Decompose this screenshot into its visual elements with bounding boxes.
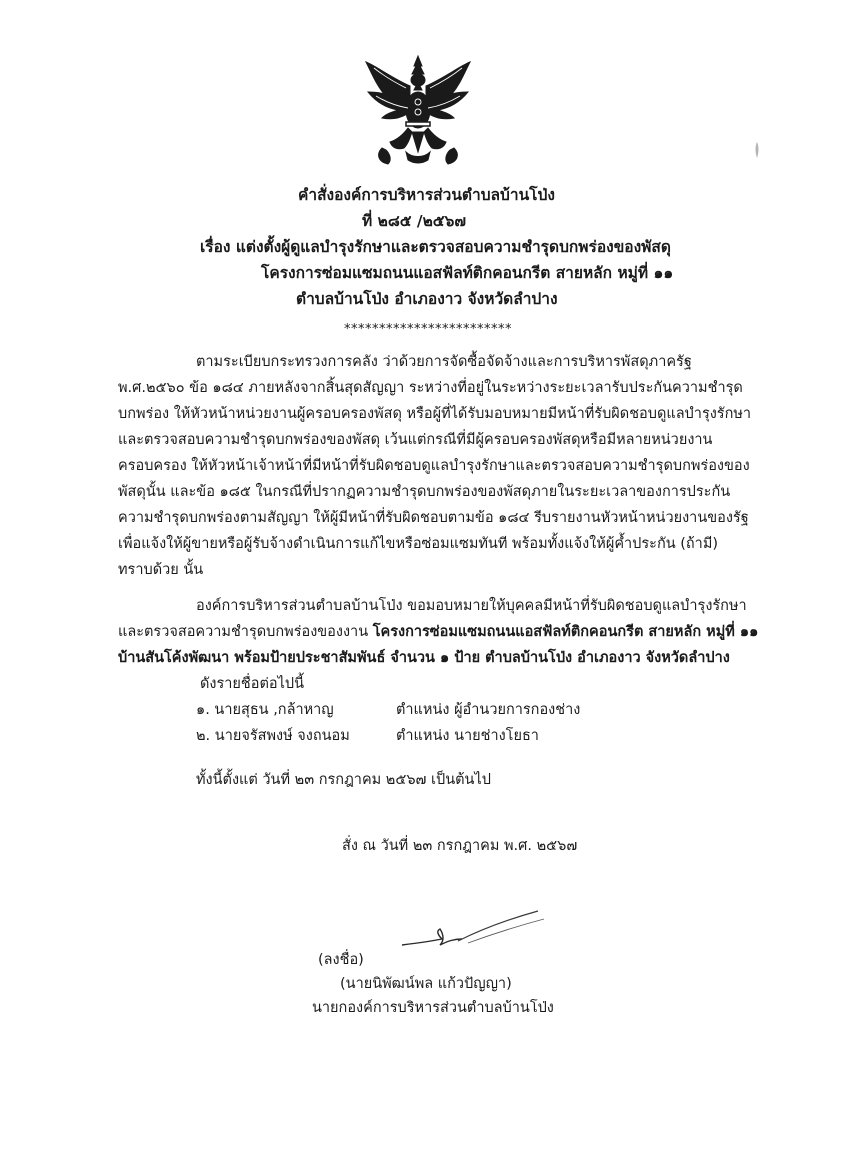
appointee-position: ตำแหน่ง นายช่างโยธา [396,728,539,744]
paragraph1-line: และตรวจสอบความชำรุดบกพร่องของพัสดุ เว้นแต่กรณีที่มีผู้ครอบครองพัสดุหรือมีหลายหน่วยงาน [118,432,713,448]
sign-label: (ลงชื่อ) [318,952,364,968]
subject-line-2: โครงการซ่อมแซมถนนแอสฟัลท์ติกคอนกรีต สายหลัก หมู่ที่ ๑๑ [261,264,674,282]
order-number: ที่ ๒๘๕ /๒๕๖๗ [362,212,467,230]
signer-title: นายกองค์การบริหารส่วนตำบลบ้านโป่ง [312,1000,554,1016]
paragraph1-line: เพื่อแจ้งให้ผู้ขายหรือผู้รับจ้างดำเนินการแก้ไขหรือซ่อมแซมทันที พร้อมทั้งแจ้งให้ผู้ค้ำประกัน (ถ้ามี) [118,536,719,552]
order-title: คำสั่งองค์การบริหารส่วนตำบลบ้านโป่ง [298,186,555,204]
appointee-name: ๑. นายสุธน ,กล้าหาญ [196,702,334,718]
paragraph1-line: ความชำรุดบกพร่องตามสัญญา ให้ผู้มีหน้าที่รับผิดชอบตามข้อ ๑๘๔ รีบรายงานหัวหน้าหน่วยงานของรัฐ [118,510,749,526]
paragraph1-line: พัสดุนั้น และข้อ ๑๘๕ ในกรณีที่ปรากฏความชำรุดบกพร่องของพัสดุภายในระยะเวลาของการประกัน [118,484,731,500]
paragraph1-line: ทราบด้วย นั้น [118,562,204,578]
subject-line-1: เรื่อง แต่งตั้งผู้ดูแลบำรุงรักษาและตรวจสอบความชำรุดบกพร่องของพัสดุ [200,238,671,256]
garuda-emblem-icon [362,52,474,170]
appointee-name: ๒. นายจรัสพงษ์ จงถนอม [196,728,350,744]
signer-name: (นายนิพัฒน์พล แก้วปัญญา) [340,976,512,992]
paragraph1-line: ครอบครอง ให้หัวหน้าเจ้าหน้าที่มีหน้าที่รับผิดชอบดูแลบำรุงรักษาและตรวจสอบความชำรุดบกพร่องของ [118,458,750,474]
paragraph2-line-2-plain: และตรวจสอความชำรุดบกพร่องของงาน [118,624,373,640]
paragraph1-line: พ.ศ.๒๕๖๐ ข้อ ๑๘๔ ภายหลังจากสิ้นสุดสัญญา ระหว่างที่อยู่ในระหว่างระยะเวลารับประกันความชำรุด [118,380,743,396]
project-name: โครงการซ่อมแซมถนนแอสฟัลท์ติกคอนกรีต สายหลัก หมู่ที่ ๑๑ [372,624,759,640]
margin-speck [752,140,762,160]
paragraph1-line: ตามระเบียบกระทรวงการคลัง ว่าด้วยการจัดซื้อจัดจ้างและการบริหารพัสดุภาครัฐ [196,354,692,370]
effective-date: ทั้งนี้ตั้งแต่ วันที่ ๒๓ กรกฎาคม ๒๕๖๗ เป็นต้นไป [196,772,491,788]
subject-line-3: ตำบลบ้านโป่ง อำเภองาว จังหวัดลำปาง [296,290,558,308]
ordered-date: สั่ง ณ วันที่ ๒๓ กรกฎาคม พ.ศ. ๒๕๖๗ [342,838,578,854]
project-location: บ้านสันโค้งพัฒนา พร้อมป้ายประชาสัมพันธ์ จำนวน ๑ ป้าย ตำบลบ้านโป่ง อำเภองาว จังหวัดลำปาง [118,650,730,666]
list-intro: ดังรายชื่อต่อไปนี้ [200,676,305,692]
paragraph2-line-2 [118,620,758,643]
separator: ************************ [344,322,512,337]
paragraph1-line: บกพร่อง ให้หัวหน้าหน่วยงานผู้ครอบครองพัสดุ หรือผู้ที่ได้รับมอบหมายมีหน้าที่รับผิดชอบดูแลบำรุงรักษา [118,406,752,422]
signature-mark [398,905,548,955]
paragraph2-line-1: องค์การบริหารส่วนตำบลบ้านโป่ง ขอมอบหมายให้บุคคลมีหน้าที่รับผิดชอบดูแลบำรุงรักษา [196,598,747,614]
appointee-position: ตำแหน่ง ผู้อำนวยการกองช่าง [396,702,581,718]
